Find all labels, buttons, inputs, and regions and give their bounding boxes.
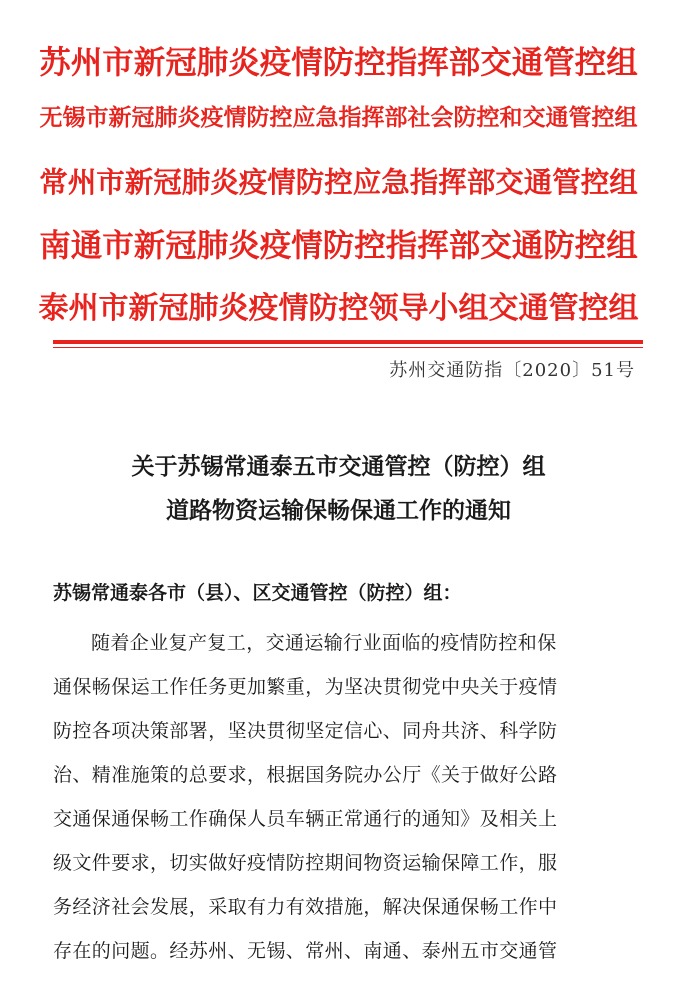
title-line-1: 关于苏锡常通泰五市交通管控（防控）组 <box>131 453 546 480</box>
title-line-2: 道路物资运输保畅保通工作的通知 <box>166 497 511 524</box>
document-number: 苏州交通防指〔2020〕51号 <box>389 360 635 381</box>
body-line: 随着企业复产复工，交通运输行业面临的疫情防控和保 <box>91 632 557 654</box>
issuer-suzhou: 苏州市新冠肺炎疫情防控指挥部交通管控组 <box>39 44 638 81</box>
body-line: 务经济社会发展，采取有力有效措施，解决保通保畅工作中 <box>53 896 558 918</box>
body-line: 治、精准施策的总要求，根据国务院办公厅《关于做好公路 <box>53 764 558 786</box>
issuer-taizhou: 泰州市新冠肺炎疫情防控领导小组交通管控组 <box>38 291 639 326</box>
body-line: 存在的问题。经苏州、无锡、常州、南通、泰州五市交通管 <box>53 940 558 962</box>
body-line: 级文件要求，切实做好疫情防控期间物资运输保障工作，服 <box>53 852 558 874</box>
salutation: 苏锡常通泰各市（县）、区交通管控（防控）组： <box>53 582 462 604</box>
header-red-rule <box>53 340 643 344</box>
issuer-nantong: 南通市新冠肺炎疫情防控指挥部交通防控组 <box>39 227 638 264</box>
body-line: 交通保通保畅工作确保人员车辆正常通行的通知》及相关上 <box>53 808 558 830</box>
header-red-rule-thin <box>53 347 643 348</box>
body-line: 通保畅保运工作任务更加繁重，为坚决贯彻党中央关于疫情 <box>53 676 558 698</box>
issuer-changzhou: 常州市新冠肺炎疫情防控应急指挥部交通管控组 <box>39 165 638 199</box>
body-line: 防控各项决策部署，坚决贯彻坚定信心、同舟共济、科学防 <box>53 720 558 742</box>
issuer-wuxi: 无锡市新冠肺炎疫情防控应急指挥部社会防控和交通管控组 <box>39 104 638 131</box>
